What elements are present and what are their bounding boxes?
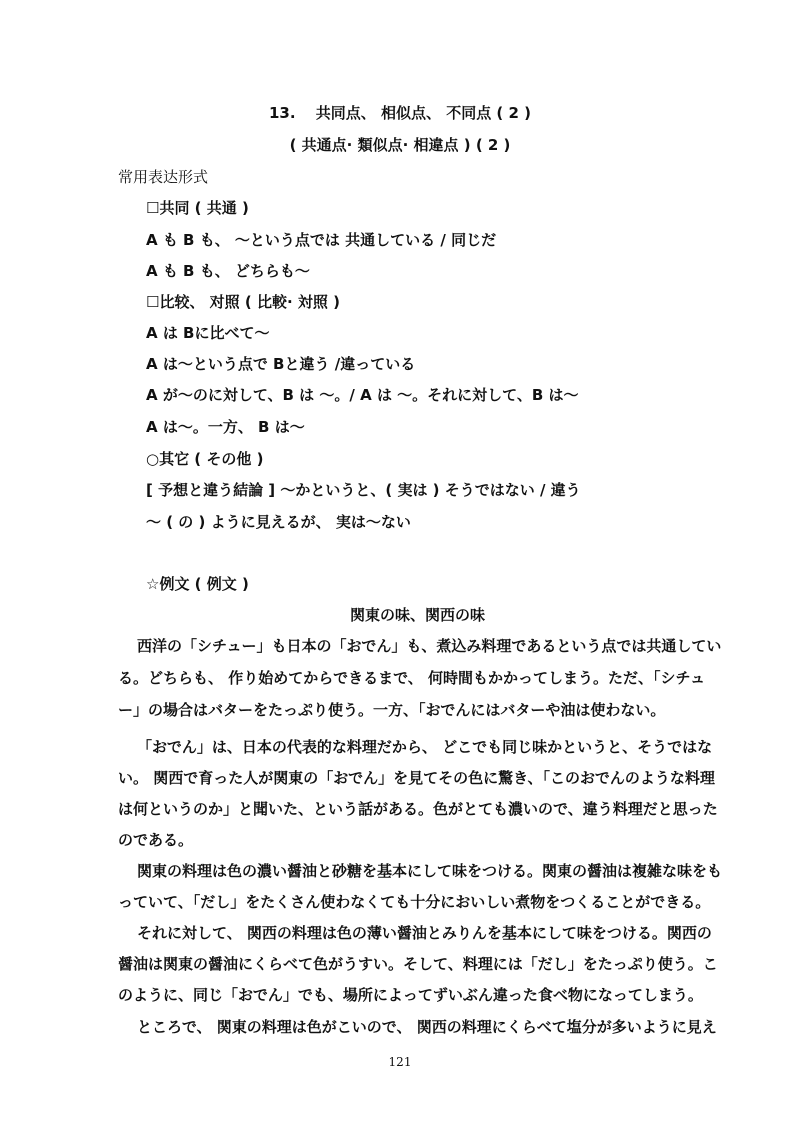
page-title: 13. 共同点、 相似点、 不同点 ( 2 ) <box>268 104 532 122</box>
article-line: のように、同じ「おでん」でも、場所によってずいぶん違った食べ物になってしまう。 <box>118 986 703 1004</box>
expression-line: A は～。一方、 B は～ <box>146 418 305 436</box>
article-line: ところで、 関東の料理は色がこいので、 関西の料理にくらべて塩分が多いように見え <box>137 1018 717 1036</box>
article-title: 関東の味、関西の味 <box>350 606 486 624</box>
page-number: 121 <box>388 1055 412 1069</box>
example-heading: ☆例文 ( 例文 ) <box>146 575 249 593</box>
expression-line: A は～という点で Bと違う /違っている <box>146 355 416 373</box>
article-line: は何というのか」と聞いた、という話がある。色がとても濃いので、違う料理だと思った <box>118 800 718 818</box>
expression-line: A は Bに比べて～ <box>146 324 270 342</box>
article-line: 関東の料理は色の濃い醤油と砂糖を基本にして味をつける。関東の醤油は複雑な味をも <box>137 862 723 880</box>
expression-line: ～ ( の ) ように見えるが、 実は～ない <box>146 513 411 531</box>
article-line: のである。 <box>118 831 194 849</box>
expression-category: ○其它 ( その他 ) <box>146 450 264 468</box>
section-heading: 常用表达形式 <box>118 168 209 186</box>
expression-line: A が～のに対して、B は ～。/ A は ～。それに対して、B は～ <box>146 386 579 404</box>
article-line: 「おでん」は、日本の代表的な料理だから、 どこでも同じ味かというと、そうではな <box>137 738 713 756</box>
expression-line: A も B も、 どちらも～ <box>146 262 310 280</box>
article-line: 西洋の「シチュー」も日本の「おでん」も、煮込み料理であるという点では共通してい <box>137 637 722 655</box>
expression-category: ☐共同 ( 共通 ) <box>146 199 249 217</box>
expression-category: ☐比较、 对照 ( 比較· 対照 ) <box>146 293 340 311</box>
article-line: ー」の場合はバターをたっぷり使う。一方、「おでんにはバターや油は使わない。 <box>118 701 666 719</box>
article-line: る。どちらも、 作り始めてからできるまで、 何時間もかかってしまう。ただ、「シチュ <box>118 669 706 687</box>
article-line: っていて、「だし」をたくさん使わなくても十分においしい煮物をつくることができる。 <box>118 893 711 911</box>
expression-line: [ 予想と違う結論 ] ～かというと、( 実は ) そうではない / 違う <box>146 481 581 499</box>
expression-line: A も B も、 ～という点では 共通している / 同じだ <box>146 231 497 249</box>
page-subtitle: ( 共通点· 類似点· 相違点 ) ( 2 ) <box>289 136 511 154</box>
article-line: それに対して、 関西の料理は色の薄い醤油とみりんを基本にして味をつける。関西の <box>137 924 712 942</box>
article-line: 醤油は関東の醤油にくらべて色がうすい。そして、料理には「だし」をたっぷり使う。こ <box>118 955 718 973</box>
article-line: い。 関西で育った人が関東の「おでん」を見てその色に驚き、「このおでんのような料理 <box>118 769 715 787</box>
